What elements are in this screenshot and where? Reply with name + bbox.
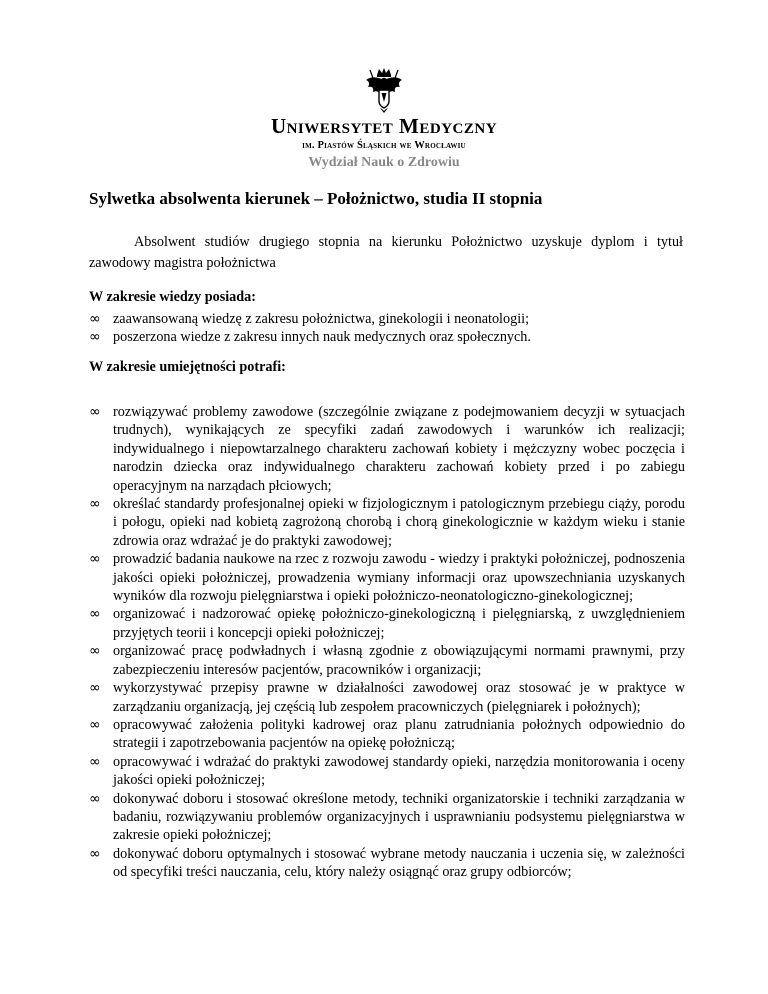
list-item-text: zaawansowaną wiedzę z zakresu położnictwa, ginekologii i neonatologii;: [113, 311, 530, 327]
list-item: [89, 550, 685, 605]
list-item-text: dokonywać doboru i stosować określone metody, techniki organizatorskie i techniki zarządzania w badaniu, rozwiązywaniu problemów organizacyjnych i usprawnianiu podsystemu pielęgniarstwa w zakresie opieki położniczej;: [113, 790, 685, 844]
list-item: [89, 328, 685, 346]
knowledge-heading: W zakresie wiedzy posiada:: [89, 289, 256, 305]
list-item-text: dokonywać doboru optymalnych i stosować wybrane metody nauczania i uczenia się, w zależności od specyfiki treści nauczania, celu, który należy osiągnąć oraz grupy odbiorców;: [113, 845, 685, 881]
bullet-icon: ∞: [89, 790, 101, 807]
bullet-icon: ∞: [89, 606, 101, 623]
intro-paragraph: Absolwent studiów drugiego stopnia na kierunku Położnictwo uzyskuje dyplom i tytuł zawodowy magistra położnictwa: [89, 234, 683, 271]
bullet-icon: ∞: [89, 643, 101, 660]
list-item: [89, 716, 685, 753]
list-item-text: poszerzona wiedze z zakresu innych nauk medycznych oraz społecznych.: [113, 329, 531, 346]
list-item: [89, 679, 685, 716]
list-item: [89, 845, 685, 882]
list-item: [89, 642, 685, 679]
list-item-text: opracowywać założenia polityki kadrowej oraz planu zatrudniania położnych odpowiednio do strategii i zapotrzebowania pacjentów na opiekę położniczą;: [113, 716, 685, 752]
skills-list: [89, 403, 685, 882]
list-item-text: organizować i nadzorować opiekę położniczo-ginekologiczną i pielęgniarską, z uwzględnieniem przyjętych teorii i koncepcji opieki położniczej;: [113, 606, 685, 641]
bullet-icon: ∞: [89, 551, 101, 568]
list-item-text: opracowywać i wdrażać do praktyki zawodowej standardy opieki, narzędzia monitorowania i oceny jakości opieki położniczej;: [113, 753, 685, 789]
university-subtitle: im. Piastów Śląskich we Wrocławiu: [302, 140, 466, 151]
bullet-icon: ∞: [89, 496, 101, 513]
bullet-icon: ∞: [89, 845, 101, 862]
list-item: [89, 310, 685, 328]
knowledge-list: [89, 310, 685, 347]
faculty-name: Wydział Nauk o Zdrowiu: [308, 155, 460, 170]
skills-heading: W zakresie umiejętności potrafi:: [89, 359, 286, 375]
list-item: [89, 605, 685, 642]
bullet-icon: ∞: [89, 753, 101, 770]
list-item-text: wykorzystywać przepisy prawne w działalności zawodowej oraz stosować je w praktyce w zarządzaniu organizacją, jej częścią lub zespołem pracowniczych (pielęgniarek i położnych);: [113, 680, 685, 715]
list-item: [89, 790, 685, 845]
bullet-icon: ∞: [89, 329, 101, 346]
bullet-icon: ∞: [89, 680, 101, 697]
list-item-text: rozwiązywać problemy zawodowe (szczególnie związane z podejmowaniem decyzji w sytuacjach trudnych), wynikających ze specyfiki zadań zawodowych i warunków ich realizacji; indywidualnego i niepowtarzalnego charakteru zachowań kobiety i mężczyzny wobec poczęcia i narodzin dziecka oraz indywidualnego charakteru zachowań kobiety przed i po zabiegu operacyjnym na narządach płciowych;: [113, 404, 685, 494]
list-item: [89, 403, 685, 495]
university-name: Uniwersytet Medyczny: [270, 114, 498, 138]
list-item: [89, 753, 685, 790]
bullet-icon: ∞: [89, 311, 101, 327]
document-title: Sylwetka absolwenta kierunek – Położnictwo, studia II stopnia: [89, 189, 543, 208]
bullet-icon: ∞: [89, 404, 101, 420]
list-item-text: prowadzić badania naukowe na rzec z rozwoju zawodu - wiedzy i praktyki położniczej, podnoszenia jakości opieki położniczej, prowadzenia wymiany informacji oraz upowszechniania uzyskanych wyników dla rozwoju pielęgniarstwa i opieki położniczo-neonatologiczno-ginekologicznej;: [113, 551, 685, 605]
bullet-icon: ∞: [89, 716, 101, 733]
list-item: [89, 495, 685, 550]
list-item-text: organizować pracę podwładnych i własną zgodnie z obowiązującymi normami prawnymi, przy zabezpieczeniu interesów pacjentów, pracowników i organizacji;: [113, 643, 685, 678]
crest-icon: [364, 66, 404, 114]
list-item-text: określać standardy profesjonalnej opieki w fizjologicznym i patologicznym przebiegu ciąży, porodu i połogu, opieki nad kobietą zagrożoną chorobą i chorą ginekologicznie w każdym wieku i stanie zdrowia oraz wdrażać je do praktyki zawodowej;: [113, 496, 685, 549]
